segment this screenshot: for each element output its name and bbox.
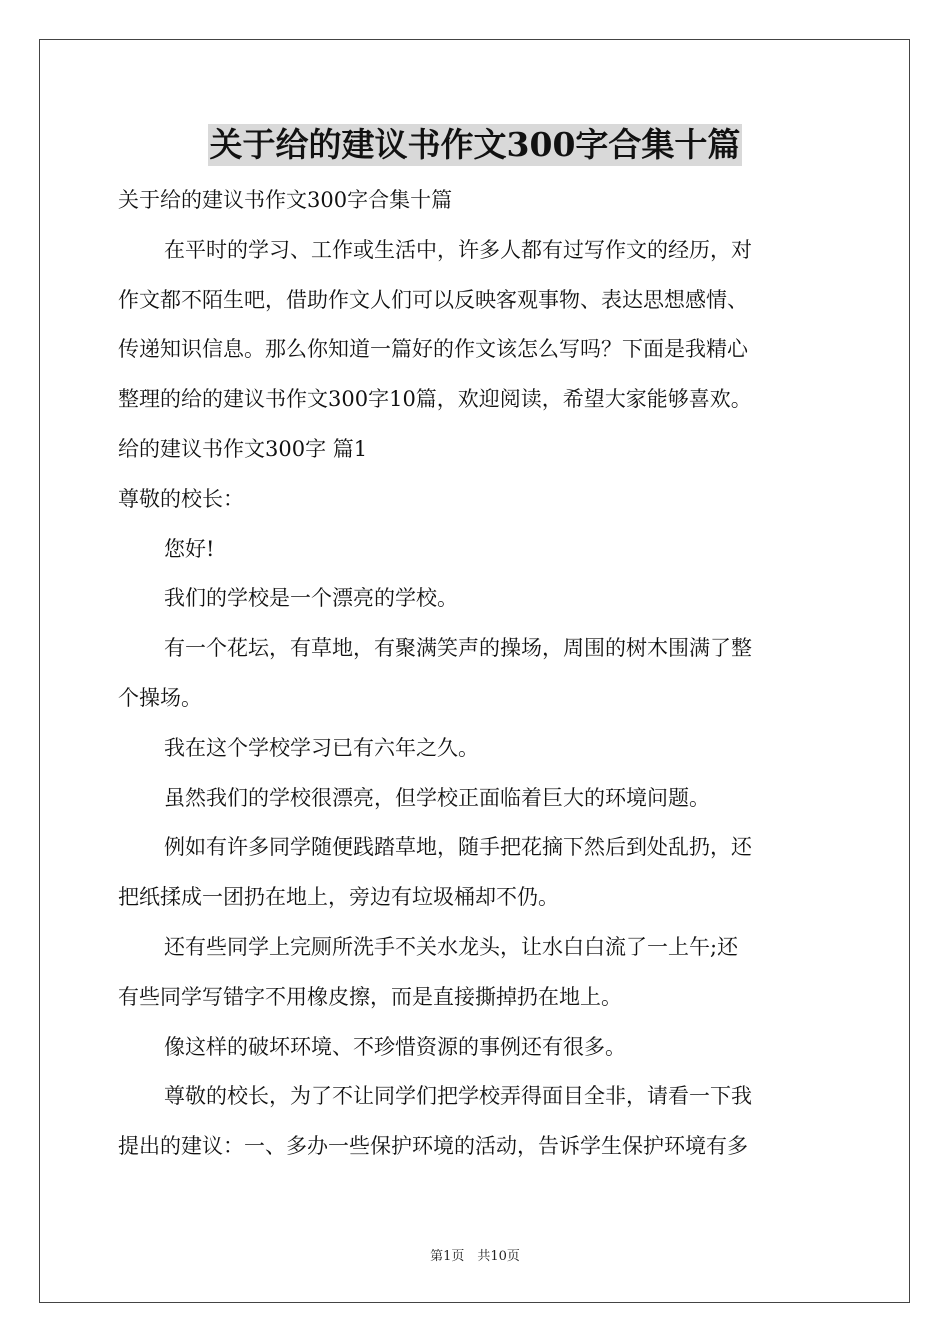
body-line: 还有些同学上完厕所洗手不关水龙头，让水白白流了一上午;还	[164, 934, 739, 959]
body-line: 尊敬的校长，为了不让同学们把学校弄得面目全非，请看一下我	[164, 1084, 752, 1109]
body-line: 您好!	[164, 536, 215, 561]
body-line: 虽然我们的学校很漂亮，但学校正面临着巨大的环境问题。	[164, 785, 710, 810]
body-line: 我们的学校是一个漂亮的学校。	[164, 586, 458, 611]
body-line: 有一个花坛，有草地，有聚满笑声的操场，周围的树木围满了整	[164, 636, 752, 661]
document-body	[118, 176, 834, 1172]
body-line: 关于给的建议书作文300字合集十篇	[118, 188, 453, 212]
body-line: 整理的给的建议书作文300字10篇，欢迎阅读，希望大家能够喜欢。	[118, 387, 752, 412]
body-line: 个操场。	[118, 685, 202, 710]
body-line: 尊敬的校长：	[118, 486, 244, 511]
body-line: 把纸揉成一团扔在地上，旁边有垃圾桶却不仍。	[118, 885, 559, 910]
page-footer: 第1页 共10页	[430, 1249, 520, 1264]
body-line: 像这样的破坏环境、不珍惜资源的事例还有很多。	[164, 1034, 626, 1059]
body-line: 传递知识信息。那么你知道一篇好的作文该怎么写吗？下面是我精心	[118, 337, 748, 362]
body-line: 给的建议书作文300字 篇1	[118, 436, 368, 461]
body-line: 提出的建议：一、多办一些保护环境的活动，告诉学生保护环境有多	[118, 1134, 748, 1159]
body-line: 作文都不陌生吧，借助作文人们可以反映客观事物、表达思想感情、	[118, 287, 748, 312]
document-title	[0, 124, 950, 166]
body-line: 在平时的学习、工作或生活中，许多人都有过写作文的经历，对	[164, 237, 752, 262]
document-title-text: 关于给的建议书作文300字合集十篇	[209, 125, 741, 164]
body-line: 例如有许多同学随便践踏草地，随手把花摘下然后到处乱扔，还	[164, 835, 752, 860]
body-line: 有些同学写错字不用橡皮擦，而是直接撕掉扔在地上。	[118, 984, 622, 1009]
body-line: 我在这个学校学习已有六年之久。	[164, 735, 479, 760]
